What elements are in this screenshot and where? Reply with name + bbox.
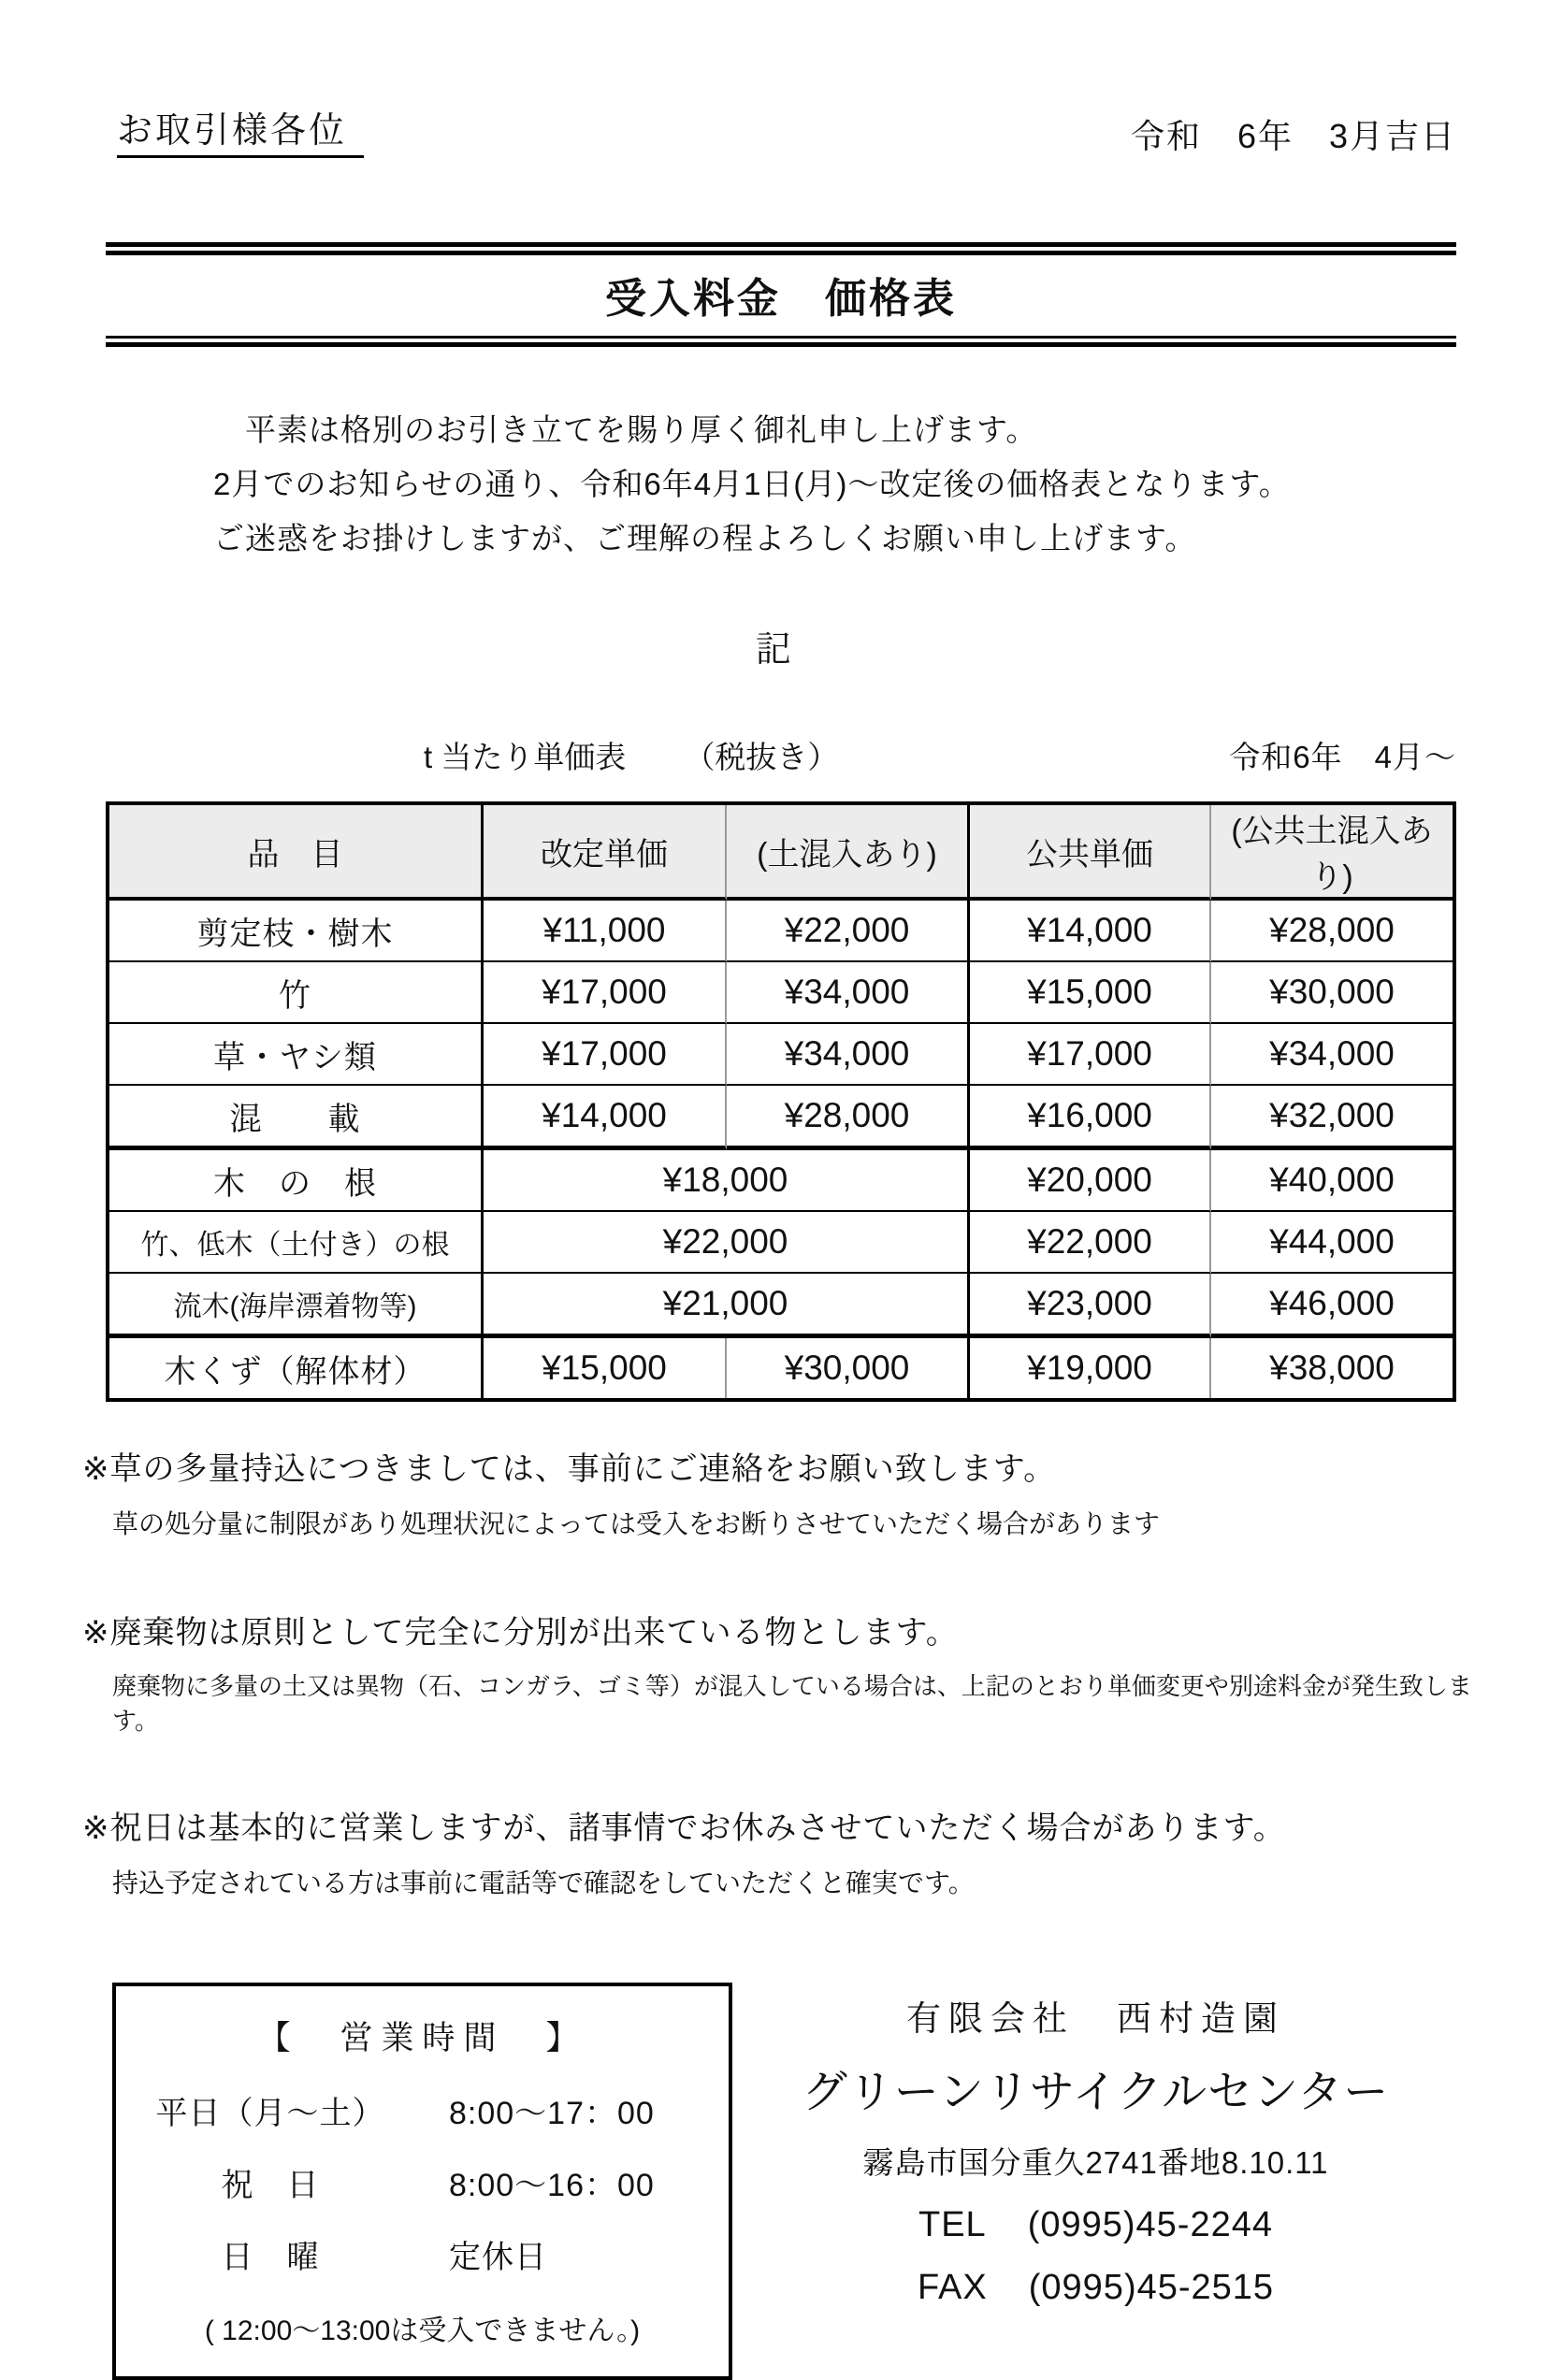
item-name: 草・ヤシ類	[109, 1024, 484, 1086]
hours-label-holiday: 祝 日	[221, 2168, 320, 2203]
company-name: 有限会社 西村造園	[906, 1999, 1285, 2038]
greeting-line-1: 平素は格別のお引き立てを賜り厚く御礼申し上げます。	[245, 412, 1038, 447]
greeting-line-3: ご迷惑をお掛けしますが、ご理解の程よろしくお願い申し上げます。	[213, 521, 1197, 555]
item-name: 竹、低木（土付き）の根	[109, 1212, 484, 1274]
table-caption: t 当たり単価表	[424, 740, 627, 774]
price-cell-merged: ¥21,000	[484, 1274, 970, 1338]
hours-label-sunday: 日 曜	[221, 2240, 320, 2275]
table-row	[109, 1338, 1453, 1398]
title-rule-top-1	[106, 242, 1456, 247]
page-title: 受入料金 価格表	[605, 276, 957, 322]
price-cell: ¥11,000	[484, 901, 727, 962]
price-cell: ¥15,000	[970, 962, 1211, 1024]
price-cell: ¥32,000	[1211, 1086, 1453, 1150]
table-row	[109, 1024, 1453, 1086]
item-name: 流木(海岸漂着物等)	[109, 1274, 484, 1338]
price-cell: ¥17,000	[484, 1024, 727, 1086]
price-cell: ¥34,000	[1211, 1024, 1453, 1086]
title-block	[106, 242, 1456, 347]
business-hours-title: 【 営業時間 】	[257, 2020, 587, 2056]
price-cell-merged: ¥18,000	[484, 1150, 970, 1212]
price-cell: ¥19,000	[970, 1338, 1211, 1398]
document-date: 令和 6年 3月吉日	[1130, 117, 1456, 155]
company-tel-line	[732, 2205, 1459, 2245]
item-name: 竹	[109, 962, 484, 1024]
table-header-row	[109, 805, 1453, 901]
bottom-section	[112, 1983, 1459, 2380]
ki-mark: 記	[755, 630, 791, 670]
price-cell: ¥28,000	[727, 1086, 970, 1150]
price-cell: ¥14,000	[970, 901, 1211, 962]
note-sub-text: 廃棄物に多量の土又は異物（石、コンガラ、ゴミ等）が混入している場合は、上記のとおり単価変更や別途料金が発生致します。	[112, 1672, 1472, 1735]
business-hours-table	[116, 2087, 729, 2277]
price-table	[106, 801, 1456, 1402]
price-cell: ¥38,000	[1211, 1338, 1453, 1398]
price-cell: ¥14,000	[484, 1086, 727, 1150]
column-header-public-price: 公共単価	[970, 805, 1211, 901]
item-name: 木くず（解体材）	[109, 1338, 484, 1398]
note-sub-text: 草の処分量に制限があり処理状況によっては受入をお断りさせていただく場合があります	[112, 1509, 1161, 1538]
column-header-soil-mixed: (土混入あり)	[727, 805, 970, 901]
hours-value-sunday: 定休日	[449, 2240, 547, 2275]
item-name: 剪定枝・樹木	[109, 901, 484, 962]
note-grass	[82, 1443, 1491, 1541]
price-cell: ¥16,000	[970, 1086, 1211, 1150]
hours-value-holiday: 8:00～16：00	[449, 2168, 655, 2203]
price-cell: ¥23,000	[970, 1274, 1211, 1338]
title-rule-bottom-2	[106, 342, 1456, 347]
greeting-line-2: 2月でのお知らせの通り、令和6年4月1日(月)～改定後の価格表となります。	[213, 467, 1291, 501]
price-cell: ¥15,000	[484, 1338, 727, 1398]
note-sub-text: 持込予定されている方は事前に電話等で確認をしていただくと確実です。	[112, 1868, 975, 1897]
item-name: 混 載	[109, 1086, 484, 1150]
table-row	[109, 901, 1453, 962]
price-cell: ¥34,000	[727, 1024, 970, 1086]
note-main-text: ※草の多量持込につきましては、事前にご連絡をお願い致します。	[82, 1451, 1057, 1487]
price-cell: ¥40,000	[1211, 1150, 1453, 1212]
table-row	[109, 1212, 1453, 1274]
recipient-line: お取引様各位	[117, 101, 364, 158]
item-name: 木 の 根	[109, 1150, 484, 1212]
price-cell: ¥30,000	[727, 1338, 970, 1398]
hours-label-weekday: 平日（月～土）	[155, 2096, 385, 2131]
fax-label: FAX	[917, 2268, 988, 2307]
note-main-text: ※祝日は基本的に営業しますが、諸事情でお休みさせていただく場合があります。	[82, 1810, 1286, 1846]
price-cell: ¥34,000	[727, 962, 970, 1024]
note-waste-separation	[82, 1607, 1491, 1737]
price-cell: ¥28,000	[1211, 901, 1453, 962]
table-row	[109, 1086, 1453, 1150]
document-header	[0, 0, 1547, 158]
column-header-item: 品 目	[109, 805, 484, 901]
company-fax-line	[732, 2268, 1459, 2308]
price-cell: ¥46,000	[1211, 1274, 1453, 1338]
fax-number: (0995)45-2515	[1028, 2268, 1275, 2307]
tel-number: (0995)45-2244	[1027, 2205, 1273, 2244]
tax-note: （税抜き）	[684, 740, 839, 774]
price-cell: ¥44,000	[1211, 1212, 1453, 1274]
table-caption-row	[106, 733, 1456, 777]
price-cell-merged: ¥22,000	[484, 1212, 970, 1274]
table-row	[109, 962, 1453, 1024]
table-row	[109, 1274, 1453, 1338]
price-cell: ¥30,000	[1211, 962, 1453, 1024]
notes-section	[82, 1443, 1491, 1900]
note-main-text: ※廃棄物は原則として完全に分別が出来ている物とします。	[82, 1615, 959, 1651]
lunch-closure-note: ( 12:00～13:00は受入できません。)	[204, 2315, 641, 2346]
hours-value-weekday: 8:00～17：00	[449, 2096, 655, 2131]
column-header-revised-price: 改定単価	[484, 805, 727, 901]
price-cell: ¥17,000	[970, 1024, 1211, 1086]
company-brand: グリーンリサイクルセンター	[802, 2068, 1390, 2117]
company-block	[732, 1983, 1459, 2308]
tel-label: TEL	[918, 2205, 987, 2244]
title-rule-bottom-1	[106, 336, 1456, 339]
table-row	[109, 1150, 1453, 1212]
business-hours-box	[112, 1983, 732, 2380]
price-cell: ¥22,000	[727, 901, 970, 962]
company-address: 霧島市国分重久2741番地8.10.11	[862, 2145, 1329, 2180]
price-cell: ¥22,000	[970, 1212, 1211, 1274]
price-cell: ¥17,000	[484, 962, 727, 1024]
note-holidays	[82, 1802, 1491, 1900]
greeting-paragraph	[213, 403, 1453, 566]
effective-period: 令和6年 4月～	[1229, 740, 1456, 774]
price-cell: ¥20,000	[970, 1150, 1211, 1212]
column-header-public-soil-mixed: (公共土混入あり)	[1211, 805, 1453, 901]
